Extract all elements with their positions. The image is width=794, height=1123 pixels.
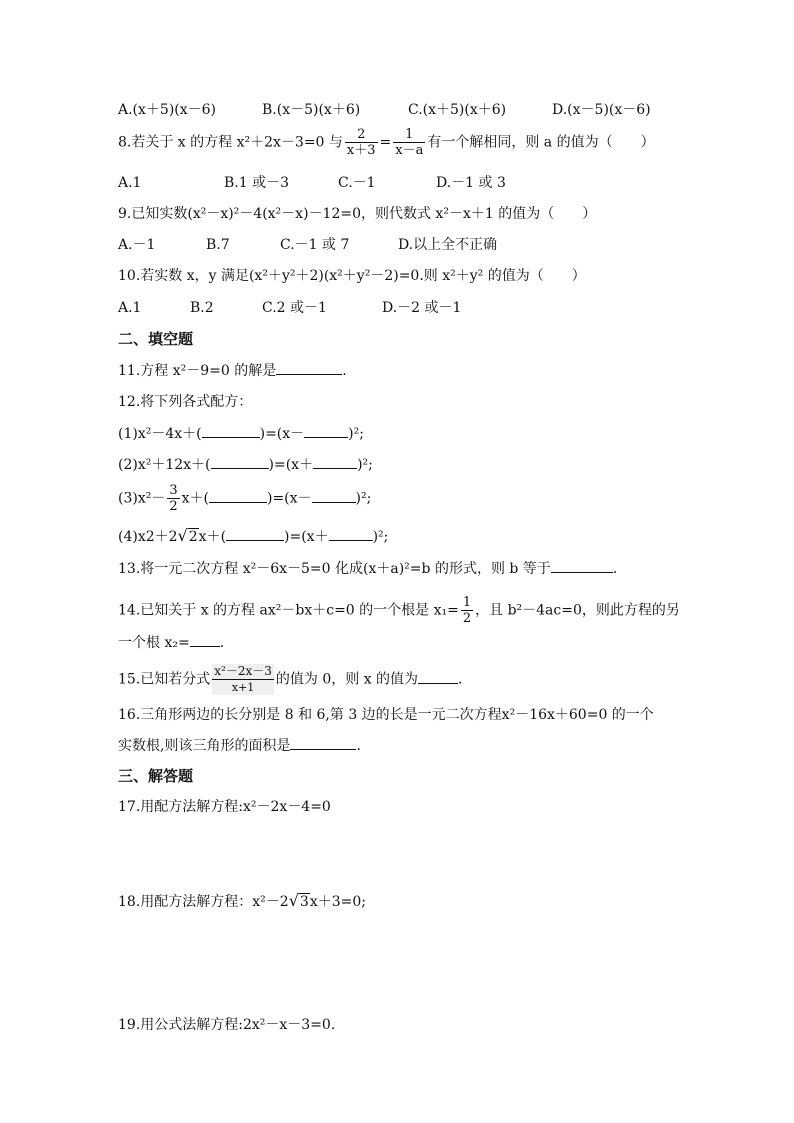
q15-stem-pre: 15.已知若分式 bbox=[118, 671, 211, 688]
q7-option-c: C.(x＋5)(x＋6) bbox=[408, 102, 507, 118]
q14-end: . bbox=[219, 635, 225, 651]
sqrt-icon: √ bbox=[177, 526, 188, 545]
q9-option-d: D.以上全不正确 bbox=[398, 237, 498, 253]
q12-p2-blank-1 bbox=[211, 454, 269, 469]
q12-p2-b: )=(x＋ bbox=[268, 457, 314, 473]
q16-answer-blank bbox=[290, 735, 356, 750]
q14-line-2-text: 一个根 x₂= bbox=[118, 635, 190, 651]
q18-stem-post: x＋3=0; bbox=[309, 894, 366, 910]
q12-p4-radicand: 2 bbox=[188, 529, 198, 545]
q16-line-2-text: 实数根,则该三角形的面积是 bbox=[118, 738, 291, 754]
q12-p2-c: )²; bbox=[357, 457, 373, 473]
q12-part-3 bbox=[118, 483, 371, 514]
q12-p4-a: (4)x2＋2 bbox=[118, 529, 178, 545]
q15-stem-post: 的值为 0，则 x 的值为 bbox=[275, 671, 419, 688]
q15-end: . bbox=[458, 671, 463, 688]
q13-end: . bbox=[612, 561, 618, 577]
q9-option-c: C.－1 或 7 bbox=[280, 237, 350, 253]
q8-option-b: B.1 或－3 bbox=[224, 175, 290, 191]
q12-p3-blank-1 bbox=[209, 488, 267, 503]
q12-p1-c: )²; bbox=[348, 426, 364, 442]
q11-end: . bbox=[342, 363, 347, 379]
q8-option-a: A.1 bbox=[118, 175, 142, 191]
q12-p4-e: )²; bbox=[372, 529, 389, 545]
q12-p4-blank-1 bbox=[226, 526, 284, 541]
q14-line-2 bbox=[118, 632, 224, 653]
q15-denominator: x+1 bbox=[212, 679, 274, 695]
q8-fraction-1 bbox=[345, 127, 378, 158]
q8-f2-numerator: 1 bbox=[405, 127, 414, 142]
q7-option-d: D.(x－5)(x－6) bbox=[552, 102, 651, 118]
q14-answer-blank bbox=[190, 632, 220, 647]
q8-stem-post: 有一个解相同，则 a 的值为（ ） bbox=[427, 134, 655, 151]
q8-fraction-2 bbox=[393, 127, 425, 158]
q12-p1-blank-1 bbox=[202, 423, 260, 438]
q8-f2-denominator: x－a bbox=[395, 143, 424, 158]
q17: 17.用配方法解方程:x²－2x－4=0 bbox=[118, 799, 331, 815]
q12-p3-numerator: 3 bbox=[169, 483, 178, 498]
q11 bbox=[118, 360, 347, 381]
q14-stem-pre: 14.已知关于 x 的方程 ax²－bx＋c=0 的一个根是 x₁= bbox=[118, 602, 459, 619]
q13-answer-blank bbox=[551, 558, 613, 573]
q12-part-1 bbox=[118, 423, 364, 444]
q7-option-a: A.(x＋5)(x－6) bbox=[118, 102, 217, 118]
q8-option-c: C.－1 bbox=[338, 175, 376, 191]
q10-option-a: A.1 bbox=[118, 300, 142, 316]
q9-stem: 9.已知实数(x²－x)²－4(x²－x)－12=0，则代数式 x²－x＋1 的值为（ ） bbox=[118, 206, 597, 222]
q18 bbox=[118, 891, 366, 912]
q12-p4-radical bbox=[178, 526, 199, 547]
q14-line-1 bbox=[118, 595, 680, 626]
q12-p3-fraction bbox=[167, 483, 179, 514]
q9-option-b: B.7 bbox=[206, 237, 230, 253]
q12-p2-a: (2)x²＋12x＋( bbox=[118, 457, 211, 473]
q12-part-4 bbox=[118, 526, 388, 547]
q15-numerator: x²－2x－3 bbox=[214, 664, 272, 678]
q12-part-2 bbox=[118, 454, 373, 475]
sqrt-icon: √ bbox=[288, 891, 299, 910]
q12-p4-blank-2 bbox=[329, 526, 373, 541]
q10-option-c: C.2 或－1 bbox=[262, 300, 327, 316]
q12-p3-e: )²; bbox=[355, 490, 372, 507]
q11-stem: 11.方程 x²－9=0 的解是 bbox=[118, 363, 277, 379]
q10-option-b: B.2 bbox=[190, 300, 214, 316]
q9-option-a: A.－1 bbox=[118, 237, 156, 253]
q14-stem-post: ，且 b²－4ac=0，则此方程的另 bbox=[475, 602, 680, 619]
q12-p4-c: )=(x＋ bbox=[284, 529, 329, 545]
q12-p1-blank-2 bbox=[304, 423, 348, 438]
q13 bbox=[118, 558, 617, 579]
q15 bbox=[118, 664, 463, 695]
q16-line-2 bbox=[118, 735, 361, 756]
q8-stem-pre: 8.若关于 x 的方程 x²＋2x－3=0 与 bbox=[118, 134, 343, 151]
q8-option-d: D.－1 或 3 bbox=[436, 175, 506, 191]
q12-p3-a: (3)x²－ bbox=[118, 490, 166, 507]
q8-stem bbox=[118, 127, 655, 158]
q12-p1-b: )=(x－ bbox=[259, 426, 305, 442]
q14-numerator: 1 bbox=[462, 595, 472, 610]
q12-p3-denominator: 2 bbox=[169, 499, 178, 514]
q15-fraction bbox=[212, 664, 274, 695]
q12-p4-b: x＋( bbox=[198, 529, 227, 545]
q11-answer-blank bbox=[276, 360, 342, 375]
q15-answer-blank bbox=[418, 669, 458, 684]
q18-stem-pre: 18.用配方法解方程：x²－2 bbox=[118, 894, 289, 910]
section-fill-in-heading: 二、填空题 bbox=[118, 330, 194, 348]
q12-p1-a: (1)x²－4x＋( bbox=[118, 426, 202, 442]
q12-p3-c: )=(x－ bbox=[266, 490, 312, 507]
section-solve-heading: 三、解答题 bbox=[118, 767, 194, 785]
q19: 19.用公式法解方程:2x²－x－3=0. bbox=[118, 1017, 336, 1033]
q8-equals: = bbox=[379, 134, 392, 151]
q12-p2-blank-2 bbox=[313, 454, 357, 469]
q16-end: . bbox=[356, 738, 361, 754]
q10-option-d: D.－2 或－1 bbox=[382, 300, 462, 316]
q12-p3-blank-2 bbox=[312, 488, 356, 503]
q10-stem: 10.若实数 x，y 满足(x²＋y²＋2)(x²＋y²－2)=0.则 x²＋y² 的值为（ ） bbox=[118, 268, 586, 284]
q18-radical bbox=[289, 891, 310, 912]
q14-fraction bbox=[461, 595, 473, 626]
q18-radicand: 3 bbox=[299, 894, 309, 910]
q12-stem: 12.将下列各式配方： bbox=[118, 394, 253, 410]
q13-stem: 13.将一元二次方程 x²－6x－5=0 化成(x＋a)²=b 的形式，则 b 等于 bbox=[118, 561, 551, 577]
q12-p3-b: x＋( bbox=[181, 490, 209, 507]
q8-f1-denominator: x＋3 bbox=[346, 143, 376, 158]
q14-denominator: 2 bbox=[462, 611, 472, 626]
q16-line-1: 16.三角形两边的长分别是 8 和 6,第 3 边的长是一元二次方程x²－16x＋60=0 的一个 bbox=[118, 707, 654, 723]
q8-f1-numerator: 2 bbox=[357, 127, 366, 142]
q7-option-b: B.(x－5)(x＋6) bbox=[262, 102, 361, 118]
